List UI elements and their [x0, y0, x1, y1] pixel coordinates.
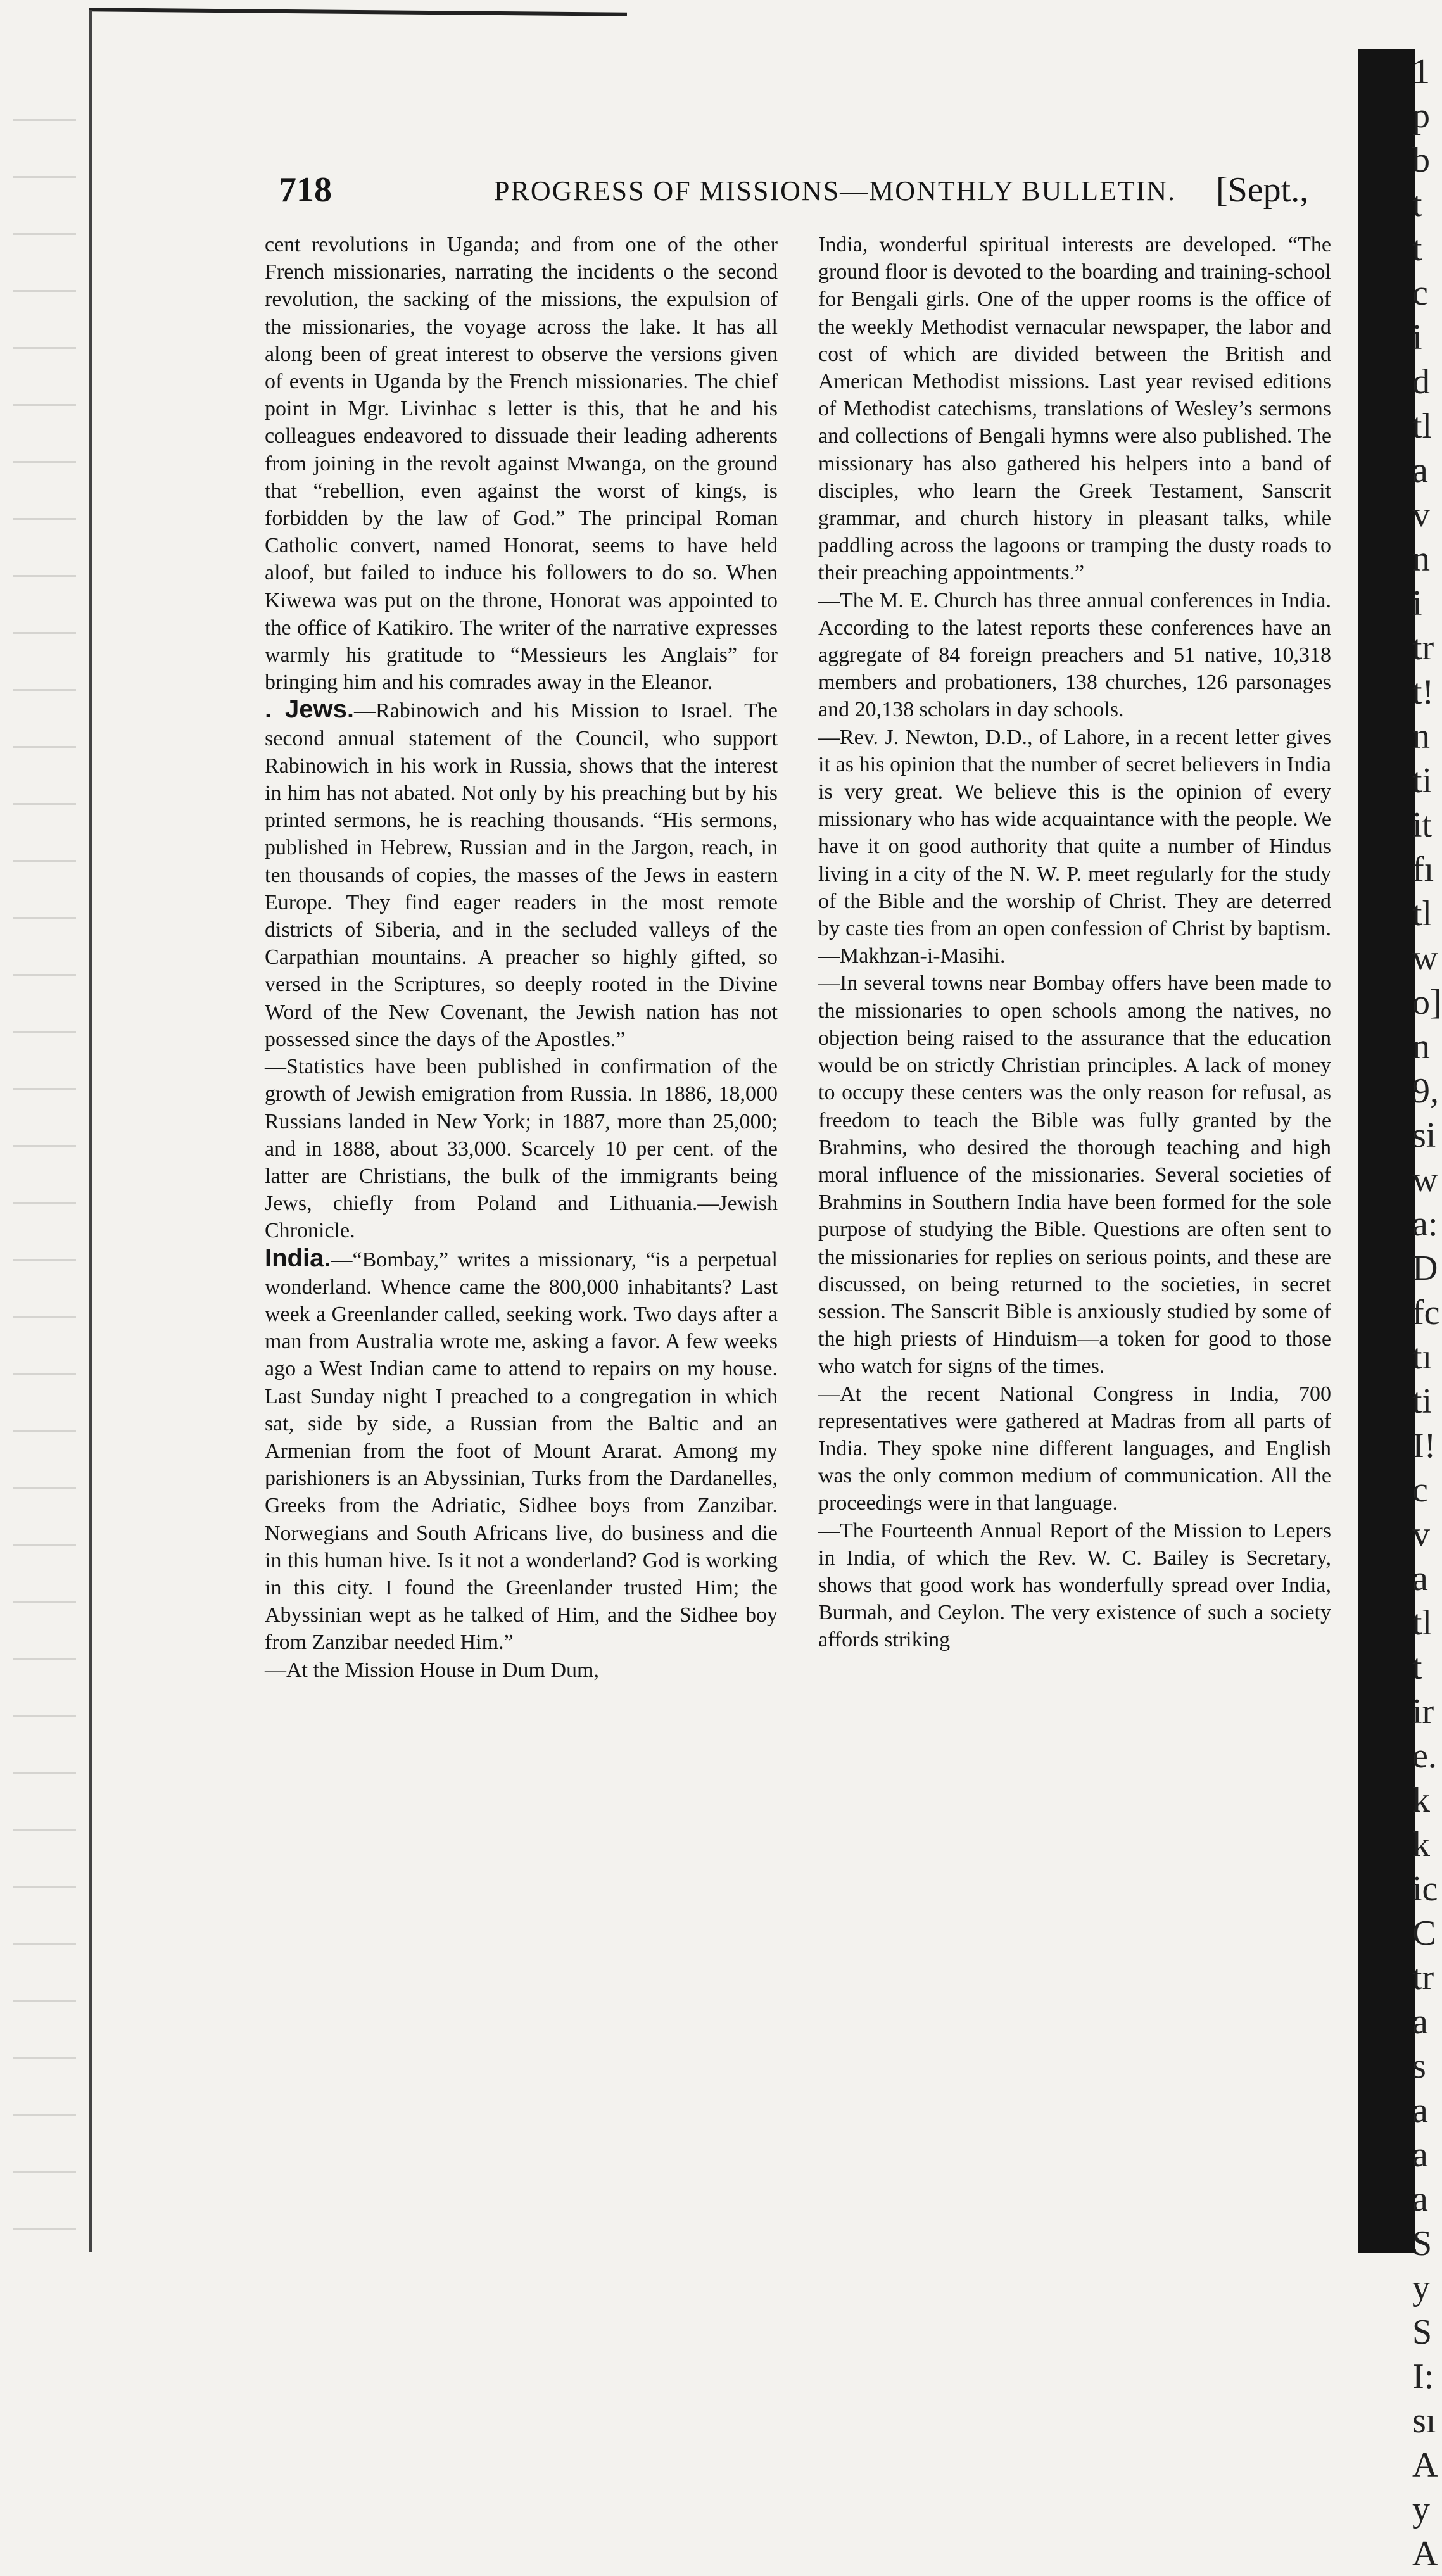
edge-fragment: si	[1412, 1116, 1436, 1155]
edge-fragment: fı	[1412, 850, 1434, 889]
edge-fragment: A	[1412, 2446, 1438, 2485]
edge-fragment: k	[1412, 1825, 1430, 1864]
edge-fragment: y	[1412, 2490, 1430, 2529]
edge-fragment: a	[1412, 2135, 1428, 2175]
edge-fragment: n	[1412, 1027, 1430, 1066]
paragraph: —At the Mission House in Dum Dum,	[265, 1658, 599, 1682]
edge-fragment: c	[1412, 1470, 1428, 1510]
edge-fragment: i	[1412, 584, 1422, 623]
edge-fragment: c	[1412, 274, 1428, 313]
edge-fragment: D	[1412, 1249, 1438, 1288]
edge-fragment: tl	[1412, 1603, 1433, 1643]
edge-fragment: o]	[1412, 983, 1442, 1022]
paragraph: —In several towns near Bombay offers have been made to the missionaries to open schools among the natives, no objection being raised to the assurance that the education would be on strictly Christian principles. A lack of money to occupy these centers was the only reason for refusal, as freedom to teach the Bible was fully granted by the Brahmins, who desired the thorough teaching and high moral influence of the missionaries. Several societies of Brahmins in Southern India have been formed for the sole purpose of studying the Bible. Questions are often sent to the missionaries for replies on serious points, and these are discussed, on being returned to the societies, in secret session. The Sanscrit Bible is anxiously studied by some of the high priests of Hinduism—a token for good to those who watch for signs of the times.	[818, 971, 1331, 1379]
scan-margin-speckle	[13, 95, 76, 2248]
edge-fragment: tı	[1412, 1337, 1433, 1377]
edge-fragment: a	[1412, 451, 1428, 490]
paragraph: —The M. E. Church has three annual conferences in India. According to the latest reports these conferences have an aggregate of 84 foreign preachers and 51 native, 10,318 members and probationers, 138 churches, 126 parsonages and 20,138 scholars in day schools.	[818, 588, 1331, 722]
binding-shadow	[1358, 49, 1415, 2253]
edge-fragment: a	[1412, 2002, 1428, 2042]
paragraph: India, wonderful spiritual interests are developed. “The ground floor is devoted to the boarding and training-school for Bengali girls. One of the upper rooms is the office of the weekly Methodist vernacular newspaper, the labor and cost of which are divided between the British and American Methodist missions. Last year revised editions of Methodist catechisms, translations of Wesley’s sermons and collections of Bengali hymns were also published. The missionary has also gathered his helpers into a band of disciples, who learn the Greek Testament, Sanscrit grammar, and church history in pleasant talks, while paddling across the lagoons or tramping the dusty roads to their preaching appointments.”	[818, 233, 1331, 585]
edge-fragment: ic	[1412, 1869, 1438, 1909]
edge-fragment: t	[1412, 229, 1422, 268]
edge-fragment: w	[1412, 938, 1438, 978]
edge-fragment: S	[1412, 2224, 1433, 2263]
edge-fragment: k	[1412, 1781, 1430, 1820]
issue-date: [Sept.,	[1216, 170, 1309, 210]
edge-fragment: i	[1412, 318, 1422, 357]
edge-fragment: e.	[1412, 1736, 1437, 1776]
edge-fragment: I!	[1412, 1426, 1436, 1465]
edge-fragment: tr	[1412, 1958, 1434, 1997]
facing-page-fragments	[1412, 49, 1442, 2573]
paragraph: —Statistics have been published in confirmation of the growth of Jewish emigration from Russia. In 1886, 18,000 Russians landed in New York; in 1887, more than 25,000; and in 1888, about 33,000. Scarcely 10 per cent. of the latter are Christians, the bulk of the immigrants being Jews, chiefly from Poland and Lithuania.—Jewish Chronicle.	[265, 1055, 778, 1243]
edge-fragment: tl	[1412, 894, 1433, 933]
edge-fragment: fc	[1412, 1293, 1440, 1332]
edge-fragment: w	[1412, 1160, 1438, 1199]
paragraph-india: India.—“Bombay,” writes a missionary, “is a perpetual wonderland. Whence came the 800,000 inhabitants? Last week a Greenlander called, seeking work. Two days after a man from Australia wrote me, asking a favor. A few weeks ago a West Indian came to attend to repairs on my house. Last Sunday night I preached to a congregation in which sat, side by side, a Russian from the Baltic and an Armenian from the foot of Mount Ararat. Among my parishioners is an Abyssinian, Turks from the Dardanelles, Greeks from the Adriatic, Sidhee boys from Zanzibar. Norwegians and South Africans live, do business and die in this human hive. Is it not a wonderland? God is working in this city. I found the Greenlander trusted Him; the Abyssinian wept as he talked of Him, and the Sidhee boy from Zanzibar needed Him.”	[265, 1244, 778, 1655]
page-header	[279, 170, 1355, 214]
edge-fragment: t!	[1412, 672, 1434, 712]
edge-fragment: t	[1412, 1648, 1422, 1687]
edge-fragment: s	[1412, 2047, 1426, 2086]
left-column	[265, 231, 778, 1684]
edge-fragment: tr	[1412, 628, 1434, 667]
edge-fragment: 1	[1412, 52, 1430, 91]
paragraph: —The Fourteenth Annual Report of the Mission to Lepers in India, of which the Rev. W. C. Bailey is Secretary, shows that good work has wonderfully spread over India, Burmah, and Ceylon. The very existence of such a society affords striking	[818, 1518, 1331, 1652]
paragraph: cent revolutions in Uganda; and from one of the other French missionaries, narrating the incidents o the second revolution, the sacking of the missions, the expulsion of the missionaries, the voyage across the lake. It has all along been of great interest to observe the versions given of events in Uganda by the French missionaries. The chief point in Mgr. Livinhac s letter is this, that he and his colleagues endeavored to dissuade their leading adherents from joining in the revolt against Mwanga, on the ground that “rebellion, even against the worst of kings, is forbidden by the law of God.” The principal Roman Catholic convert, named Honorat, seems to have held aloof, but failed to induce his followers to do so. When Kiwewa was put on the throne, Honorat was appointed to the office of Katikiro. The writer of the narrative expresses warmly his gratitude to “Messieurs les Anglais” for bringing him and his comrades away in the Eleanor.	[265, 233, 778, 695]
edge-fragment: n	[1412, 540, 1430, 579]
edge-fragment: p	[1412, 96, 1430, 136]
page-number: 718	[279, 170, 332, 210]
running-title: PROGRESS OF MISSIONS—MONTHLY BULLETIN.	[494, 175, 1177, 206]
edge-fragment: d	[1412, 362, 1430, 401]
edge-fragment: v	[1412, 495, 1430, 534]
edge-fragment: y	[1412, 2268, 1430, 2308]
paragraph-jews: . Jews.—Rabinowich and his Mission to Israel. The second annual statement of the Council, who support Rabinowich in his work in Russia, shows that the interest in him has not abated. Not only by his preaching but by his printed sermons, he is reaching thousands. “His sermons, published in Hebrew, Russian and in the Jargon, reach, in ten thousands of copies, the masses of the Jews in eastern Europe. They find eager readers in the most remote districts of Siberia, and in the secluded valleys of the Carpathian mountains. A preacher so highly gifted, so versed in the Scriptures, so deeply rooted in the Divine Word of the New Covenant, the Jewish nation has not possessed since the days of the Apostles.”	[265, 695, 778, 1051]
edge-fragment: t	[1412, 185, 1422, 224]
edge-fragment: C	[1412, 1914, 1436, 1953]
edge-fragment: a:	[1412, 1204, 1438, 1244]
paragraph: —Rev. J. Newton, D.D., of Lahore, in a recent letter gives it as his opinion that the number of secret believers in India is very great. We believe this is the opinion of every missionary who has wide acquaintance with the people. We have it on good authority that quite a number of Hindus living in a city of the N. W. P. meet regularly for the study of the Bible and the worship of Christ. They are deterred by caste ties from an open confession of Christ by baptism.—Makhzan-i-Masihi.	[818, 725, 1331, 968]
edge-fragment: ir	[1412, 1692, 1434, 1731]
paragraph: —At the recent National Congress in India, 700 representatives were gathered at Madras from all parts of India. They spoke nine different languages, and English was the only common medium of communication. All the proceedings were in that language.	[818, 1382, 1331, 1515]
edge-fragment: 9,	[1412, 1071, 1439, 1111]
edge-fragment: it	[1412, 805, 1433, 845]
right-column	[818, 231, 1331, 1654]
edge-fragment: ti	[1412, 1382, 1433, 1421]
section-heading: India.	[265, 1244, 331, 1272]
edge-fragment: v	[1412, 1515, 1430, 1554]
edge-fragment: I:	[1412, 2357, 1434, 2396]
edge-fragment: S	[1412, 2313, 1433, 2352]
section-heading: . Jews.	[265, 695, 354, 724]
edge-fragment: A	[1412, 2534, 1438, 2573]
edge-fragment: b	[1412, 141, 1430, 180]
edge-fragment: a	[1412, 1559, 1428, 1598]
page-left-edge	[89, 10, 92, 2252]
edge-fragment: sı	[1412, 2401, 1436, 2440]
edge-fragment: tl	[1412, 407, 1433, 446]
edge-fragment: ti	[1412, 761, 1433, 800]
page-top-edge	[89, 8, 627, 16]
edge-fragment: a	[1412, 2180, 1428, 2219]
edge-fragment: a	[1412, 2091, 1428, 2130]
edge-fragment: n	[1412, 717, 1430, 756]
